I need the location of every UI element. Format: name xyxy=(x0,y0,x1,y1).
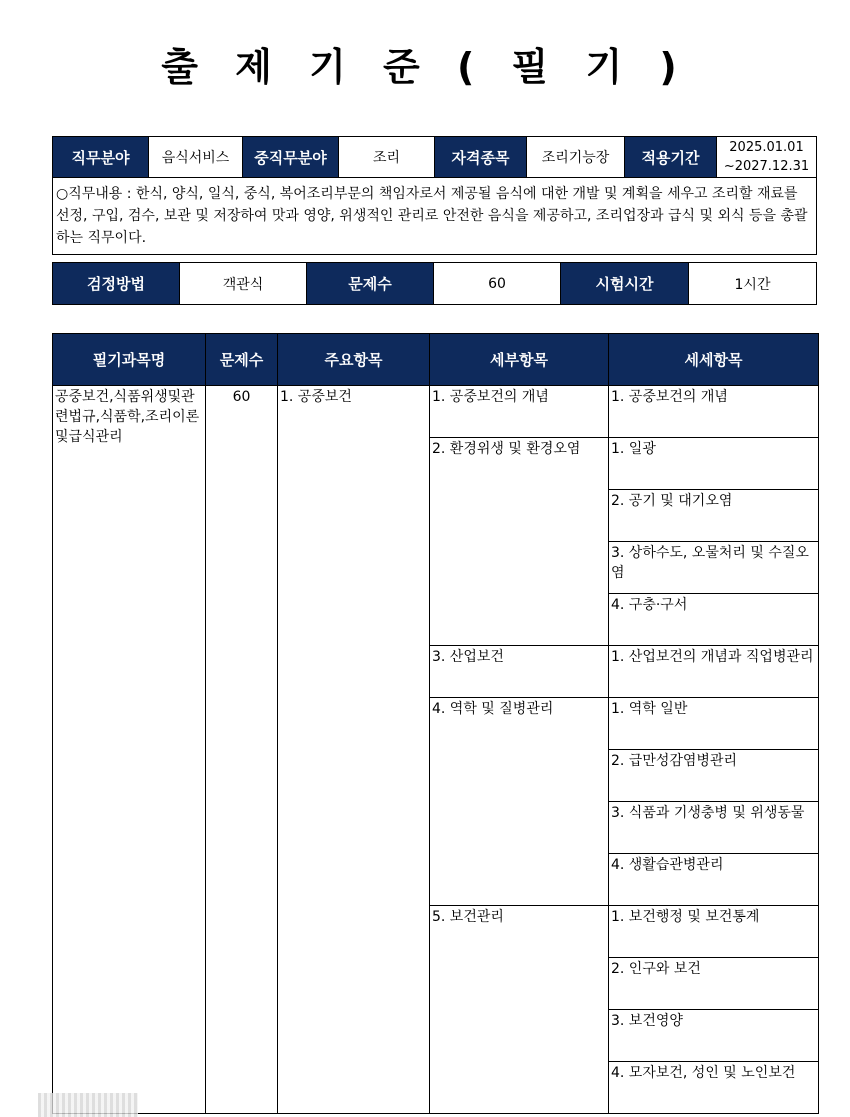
detail-item: 1. 산업보건의 개념과 직업병관리 xyxy=(609,646,819,698)
period-value xyxy=(717,137,817,178)
detail-item: 3. 보건영양 xyxy=(609,1010,819,1062)
qualification-value: 조리기능장 xyxy=(527,137,625,178)
subject-name: 공중보건,식품위생및관련법규,식품학,조리이론및급식관리 xyxy=(53,386,206,1114)
detail-item: 3. 상하수도, 오물처리 및 수질오염 xyxy=(609,542,819,594)
sub-item: 1. 공중보건의 개념 xyxy=(430,386,609,438)
detail-item: 2. 공기 및 대기오염 xyxy=(609,490,819,542)
sub-field-label: 중직무분야 xyxy=(243,137,339,178)
exam-time-label: 시험시간 xyxy=(561,263,689,305)
watermark-image xyxy=(38,1093,138,1117)
sub-item: 5. 보건관리 xyxy=(430,906,609,1114)
main-item: 1. 공중보건 xyxy=(278,386,430,1114)
detail-item: 4. 모자보건, 성인 및 노인보건 xyxy=(609,1062,819,1114)
job-field-label: 직무분야 xyxy=(53,137,149,178)
sub-item: 2. 환경위생 및 환경오염 xyxy=(430,438,609,646)
detail-item: 1. 일광 xyxy=(609,438,819,490)
detail-item: 4. 구충·구서 xyxy=(609,594,819,646)
page-title: 출 제 기 준 ( 필 기 ) xyxy=(161,45,689,89)
sub-item: 3. 산업보건 xyxy=(430,646,609,698)
detail-item: 4. 생활습관병관리 xyxy=(609,854,819,906)
period-start: 2025.01.01 xyxy=(729,140,804,155)
header-subject: 필기과목명 xyxy=(53,334,206,386)
sub-item: 4. 역학 및 질병관리 xyxy=(430,698,609,906)
detail-item: 1. 역학 일반 xyxy=(609,698,819,750)
exam-info-table xyxy=(52,262,817,305)
period-label: 적용기간 xyxy=(625,137,717,178)
detail-item: 1. 보건행정 및 보건통계 xyxy=(609,906,819,958)
exam-method-label: 검정방법 xyxy=(53,263,180,305)
detail-item: 1. 공중보건의 개념 xyxy=(609,386,819,438)
detail-item: 3. 식품과 기생충병 및 위생동물 xyxy=(609,802,819,854)
sub-field-value: 조리 xyxy=(339,137,435,178)
question-count-label: 문제수 xyxy=(307,263,434,305)
header-sub-item: 세부항목 xyxy=(430,334,609,386)
period-end: ~2027.12.31 xyxy=(723,159,810,174)
detail-item: 2. 급만성감염병관리 xyxy=(609,750,819,802)
job-description: ○직무내용 : 한식, 양식, 일식, 중식, 복어조리부문의 책임자로서 제공될 음식에 대한 개발 및 계획을 세우고 조리할 재료를 선정, 구입, 검수, 보관 및 저장하여 맛과 영양, 위생적인 관리로 안전한 음식을 제공하고, 조리업장과 급식 및 외식 등을 총괄하는 직무이다. xyxy=(53,178,817,255)
question-count-value: 60 xyxy=(434,263,561,305)
subject-question-count: 60 xyxy=(206,386,278,1114)
qualification-info-table xyxy=(52,136,817,255)
syllabus-table xyxy=(52,333,819,1114)
qualification-label: 자격종목 xyxy=(435,137,527,178)
exam-time-value: 1시간 xyxy=(689,263,817,305)
header-count: 문제수 xyxy=(206,334,278,386)
header-detail-item: 세세항목 xyxy=(609,334,819,386)
header-main-item: 주요항목 xyxy=(278,334,430,386)
job-field-value: 음식서비스 xyxy=(149,137,243,178)
detail-item: 2. 인구와 보건 xyxy=(609,958,819,1010)
exam-method-value: 객관식 xyxy=(180,263,307,305)
